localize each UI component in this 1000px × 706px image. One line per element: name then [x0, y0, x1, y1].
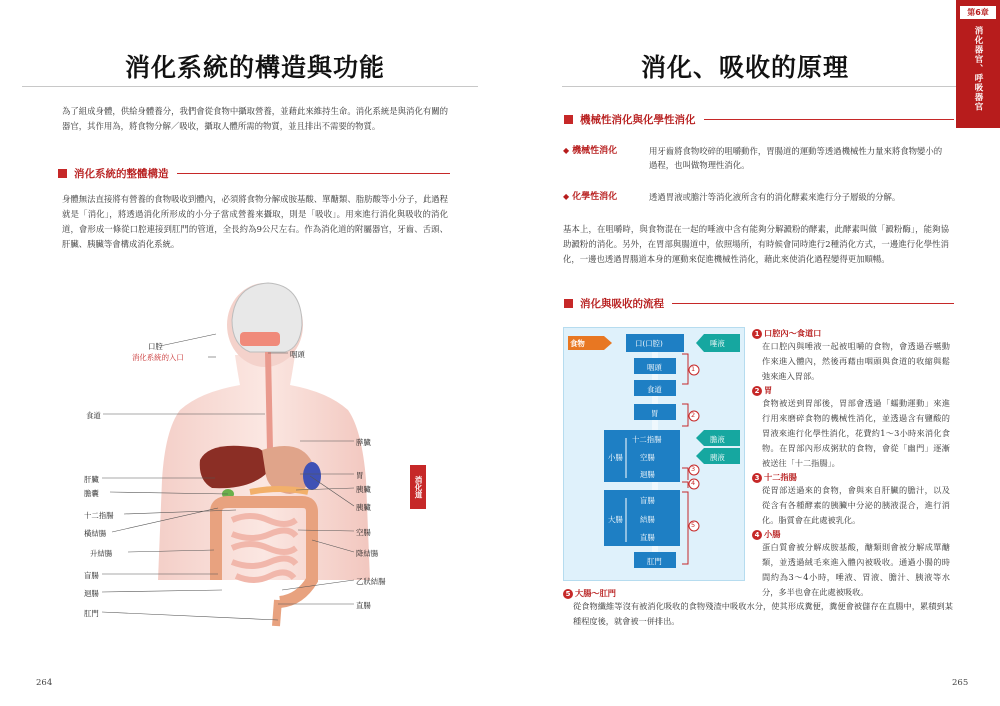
heading-rule — [672, 303, 954, 304]
label-sigmoid-colon: 乙狀結腸 — [356, 577, 386, 586]
label-gallbladder: 膽囊 — [84, 489, 99, 498]
chapter-number: 第6章 — [960, 6, 996, 19]
flow-anus: 肛門 — [647, 557, 662, 566]
label-descending-colon: 降結腸 — [356, 549, 379, 558]
label-liver: 肝臟 — [84, 475, 99, 484]
label-mouth: 口腔 — [148, 342, 163, 351]
flow-mark-4: 4 — [691, 479, 696, 487]
flow-ileum: 迴腸 — [640, 470, 655, 479]
step-1: 1 口腔內～食道口 在口腔內與唾液一起被咀嚼的食物，會透過吞嚥動作來進入體內，然後再藉由咽頭與食道的收縮與鬆弛來進入胃部。 — [752, 327, 950, 384]
flow-saliva: 唾液 — [710, 339, 725, 348]
title-rule — [562, 86, 972, 87]
flow-pharynx: 咽頭 — [647, 363, 662, 372]
term-description: 透過胃液或膽汁等消化液所含有的消化酵素來進行分子層級的分解。 — [649, 192, 901, 202]
flow-food: 食物 — [570, 339, 585, 348]
chapter-title: 消化器官、呼吸器官 — [973, 26, 983, 112]
section-heading-text: 消化系統的整體構造 — [74, 168, 169, 180]
label-anus: 肛門 — [84, 609, 99, 618]
flow-large-intestine: 大腸 — [608, 515, 623, 524]
step-5: 5 大腸～肛門 從食物纖維等沒有被消化吸收的食物殘渣中吸收水分，使其形成糞便，糞便會被儲存在直腸中，累積到某種程度後，就會被一併排出。 — [563, 587, 953, 629]
flow-mark-5: 5 — [691, 521, 696, 529]
term-description: 用牙齒將食物咬碎的咀嚼動作，胃腸道的運動等透過機械性力量來將食物變小的過程，也叫做物理性消化。 — [649, 146, 943, 170]
square-bullet-icon — [564, 115, 573, 124]
label-pharynx: 咽頭 — [290, 350, 305, 359]
flow-mark-3: 3 — [691, 465, 696, 473]
section-heading — [564, 296, 954, 311]
chapter-tab — [956, 0, 1000, 128]
diamond-icon: ◆ — [563, 192, 570, 201]
flow-pancreatic: 胰液 — [710, 453, 725, 462]
page-number-left: 264 — [36, 678, 53, 688]
term-label: ◆ 化學性消化 — [563, 192, 618, 202]
diamond-icon: ◆ — [563, 146, 570, 155]
page-title: 消化系統的構造與功能 — [124, 53, 385, 82]
flow-small-intestine: 小腸 — [608, 453, 623, 462]
gi-tract-tab: 消化道 — [410, 465, 426, 509]
flow-stomach: 胃 — [651, 409, 659, 418]
section-heading-text: 機械性消化與化學性消化 — [580, 114, 696, 126]
label-entrance: 消化系統的入口 — [132, 353, 184, 362]
flow-steps — [752, 327, 950, 600]
label-pancreas: 胰臟 — [356, 485, 371, 494]
step-3: 3 十二指腸 從胃部送過來的食物，會與來自肝臟的膽汁，以及從含有各種酵素的胰臟中分泌的胰液混合，進行消化。脂質會在此處被乳化。 — [752, 471, 950, 528]
flow-duodenum: 十二指腸 — [632, 435, 662, 444]
label-pancreas-duct: 膵臓 — [356, 438, 371, 447]
label-ascending-colon: 升結腸 — [90, 549, 113, 558]
flow-mark-1: 1 — [691, 365, 696, 373]
section-heading — [564, 112, 954, 127]
page-title: 消化、吸收的原理 — [640, 53, 849, 82]
flow-mouth: 口(口腔) — [635, 339, 663, 348]
heading-rule — [704, 119, 955, 120]
flow-jejunum: 空腸 — [640, 453, 655, 462]
term-row-chemical — [563, 190, 949, 204]
flow-mark-2: 2 — [691, 411, 696, 419]
term-row-mechanical — [563, 144, 949, 172]
square-bullet-icon — [564, 299, 573, 308]
flow-bile: 膽液 — [710, 435, 725, 444]
label-stomach: 胃 — [356, 471, 364, 480]
section-text: 身體無法直接將有營養的食物吸收到體內，必須將食物分解成胺基酸、單醣類、脂肪酸等小分子，此過程就是「消化」，將透過消化所形成的小分子當成營養來攝取，則是「吸收」。用來進行消化與吸收的消化道，會形成一條從口腔連接到肛門的管道，全長約為9公尺左右。作為消化道的附屬器官，牙齒、舌頭、肝臟、胰臟等會構成消化系統。 — [62, 194, 448, 249]
flow-cecum: 盲腸 — [640, 496, 655, 505]
step-4: 4 小腸 蛋白質會被分解成胺基酸，醣類則會被分解成單醣類，並透過絨毛來進入體內被吸收。通過小腸的時間約為3～4小時，唾液、胃液、膽汁、胰液等水分，多半也會在此處被吸收。 — [752, 528, 950, 600]
digestion-flow-diagram — [563, 327, 745, 581]
label-rectum: 直腸 — [356, 601, 371, 610]
page-number-right: 265 — [952, 678, 969, 688]
label-appendix: 迴腸 — [84, 589, 99, 598]
term-label: ◆ 機械性消化 — [563, 146, 618, 156]
flow-rectum: 直腸 — [640, 533, 655, 542]
label-esophagus: 食道 — [86, 411, 101, 420]
flow-colon: 結腸 — [640, 515, 655, 524]
label-duodenum: 十二指腸 — [84, 511, 114, 520]
label-cecum: 盲腸 — [84, 571, 99, 580]
mechanism-paragraph: 基本上，在咀嚼時，與食物混在一起的唾液中含有能夠分解澱粉的酵素，此酵素叫做「澱粉酶」，能夠協助澱粉的消化。另外，在胃部與腸道中，依照場所，有時候會同時進行2種消化方式，一邊進行化學性消化，一邊也透過胃腸道本身的運動來促進機械性消化，藉此來使消化過程變得更加順暢。 — [563, 224, 949, 264]
label-spleen: 胰臟 — [356, 503, 371, 512]
section-heading-text: 消化與吸收的流程 — [580, 298, 664, 310]
flow-esophagus: 食道 — [647, 385, 662, 394]
intro-text: 為了組成身體，供給身體養分，我們會從食物中攝取營養，並藉此來維持生命。消化系統是與消化有關的器官，其作用為，將食物分解／吸收，攝取人體所需的物質，並且排出不需要的物質。 — [62, 106, 448, 131]
label-transverse-colon: 橫結腸 — [84, 529, 107, 538]
step-2: 2 胃 食物被送到胃部後，胃部會透過「蠕動運動」來進行用來磨碎食物的機械性消化，並透過含有鹽酸的胃液來進行化學性消化，花費約1～3小時來消化食物。在胃部內形成粥狀的食物，會從「幽門」逐漸被送往「十二指腸」。 — [752, 384, 950, 471]
label-jejunum: 空腸 — [356, 528, 371, 537]
